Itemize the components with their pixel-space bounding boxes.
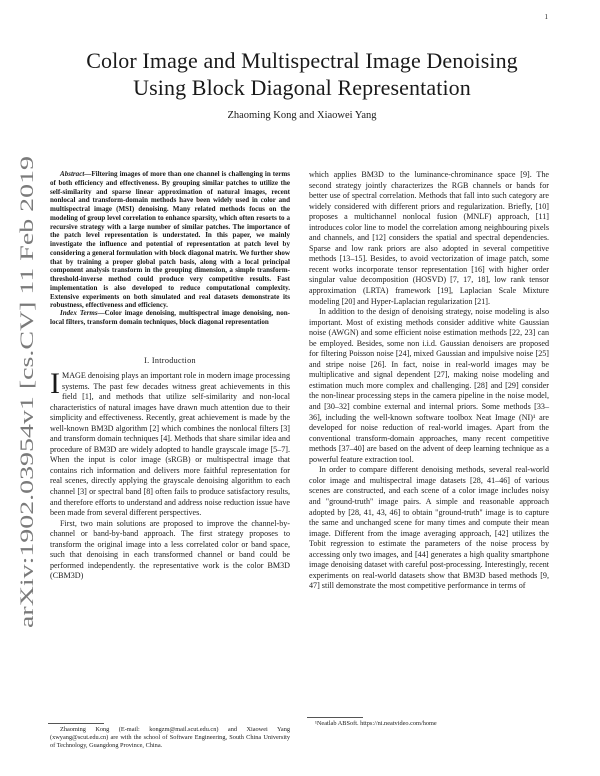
right-paragraph-1: which applies BM3D to the luminance-chrominance space [9]. The second strategy jointly characterizes the RGB channels or bands for better use of spectral correlation. Methods that fall into such category are widely considered with different priors and regularization. Briefly, [10] proposes a multichannel nonlocal fusion (MNLF) approach, [11] introduces color line to model the correlation among neighbouring pixels and channels, and [12] considers the spatial and spectral dependencies. Sparse and low rank priors are also adopted in several competitive methods [13–15]. Besides, to avoid vectorization of image patch, some recent works incorporate tensor representation [16] with higher order singular value decomposition (HOSVD) [7, 17, 18], low rank tensor approximation (LRTA) framework [19], Laplacian Scale Mixture modeling [20] and Hyper-Laplacian regularization [21]. bbox=[309, 170, 549, 306]
abstract-label: Abstract bbox=[60, 170, 85, 178]
abstract bbox=[50, 170, 290, 310]
section-heading: I. Introduction bbox=[144, 356, 196, 365]
author-footnote bbox=[50, 723, 290, 750]
index-terms-label: Index Terms bbox=[60, 309, 98, 317]
right-paragraph-3: In order to compare different denoising methods, several real-world color image and multispectral image datasets [28, 41–46] of various scenes are constructed, and each scene of a color image includes noisy and "ground-truth" image pairs. A simple and reasonable approach adopted by [28, 41, 43, 46] to obtain "ground-truth" image is to capture the same and unchanged scene for many times and compute their mean image. Different from the image averaging approach, [42] utilizes the Tobit regression to estimate the parameters of the noise process by accessing only two images, and [44] generates a high quality smartphone image denoising dataset with careful post-processing. Interestingly, recent experiments on real-world datasets show that BM3D based methods [9, 47] still demonstrate the most competitive performance in terms of bbox=[309, 465, 549, 591]
index-terms-text: —Color image denoising, multispectral image denoising, non-local filters, transform domain techniques, block diagonal representation bbox=[50, 309, 290, 326]
paper-title bbox=[55, 48, 549, 101]
introduction-body bbox=[50, 367, 290, 582]
authors: Zhaoming Kong and Xiaowei Yang bbox=[227, 110, 377, 121]
neatlab-footnote bbox=[309, 717, 549, 728]
right-paragraph-2: In addition to the design of denoising strategy, noise modeling is also important. Most of existing methods consider additive white Gaussian noise (AWGN) and some efficient noise estimation methods [22, 23] can be employed. Besides, some non i.i.d. Gaussian denoisers are proposed for filtering Poisson noise [24], mixed Gaussian and impulsive noise [25] and stripe noise [26]. In fact, noise in real-world images may be multiplicative and signal dependent [27], making noise modeling and estimation much more complex and challenging. [28] and [29] consider the non-linear processing steps in the camera pipeline in the noise model, and [30–32] combine external and internal priors. Some methods [33–36], including the well-known software toolbox Neat Image (NI)¹ are developed for noise reduction of real-world images. Apart from the conventional transform-domain approaches, many recent competitive methods [37–40] are based on the advent of deep learning technique as a powerful feature extraction tool. bbox=[309, 307, 549, 464]
arxiv-stamp-text: arXiv:1902.03954v1 [cs.CV] 11 Feb 2019 bbox=[18, 315, 38, 628]
author-footnote-text: Zhaoming Kong (E-mail: kongzm@mail.scut.edu.cn) and Xiaowei Yang (xwyang@scut.edu.cn) are with the school of Software Engineering, South China University of Technology, Guangdong Province, China. bbox=[50, 726, 290, 749]
intro-paragraph bbox=[50, 367, 290, 519]
arxiv-stamp bbox=[16, 150, 40, 630]
page-number: 1 bbox=[544, 13, 548, 21]
intro-paragraph-1-text: MAGE denoising plays an important role in modern image processing systems. The past few decades witness great achievements in this field [1], and methods that utilize self-similarity and non-local characteristics of natural images have drawn much attention due to their simplicity and effectiveness. Recently, great achievement is made by the well-known BM3D algorithm [2] which combines the nonlocal filters [3] and transform domain techniques [4]. Methods that share similar idea and procedure of BM3D are widely adopted to handle grayscale image [5–7]. When the input is color image (sRGB) or multispectral image that contains rich information and delivers more faithful representation for real scenes, directly applying the grayscale denoising algorithm to each channel [3] or spectral band [8] often fails to produce satisfactory results, and therefore efforts to understand and address noise reduction issue have been made from several different perspectives. bbox=[50, 371, 290, 518]
intro-paragraph-2: First, two main solutions are proposed to improve the channel-by-channel or band-by-band approach. The first strategy proposes to transform the original image into a less correlated color or band space, such that denoising in each transformed channel or band could be performed independently. the representative work is the color BM3D (CBM3D) bbox=[50, 518, 290, 581]
abstract-text: —Filtering images of more than one channel is challenging in terms of both efficiency and effectiveness. By grouping similar patches to utilize the self-similarity and sparse linear approximation of natural images, recent nonlocal and transform-domain methods have been widely used in color and multispectral image (MSI) denoising. Many related methods focus on the modeling of group level correlation to enhance sparsity, which often resorts to a recursive strategy with a large number of similar patches. The importance of the patch level representation is understated. In this paper, we mainly investigate the influence and potential of representation at patch level by considering a general formulation with block diagonal matrix. We further show that by training a proper global patch basis, along with a local principal component analysis transform in the grouping dimension, a simple transform-threshold-inverse method could produce very competitive results. Fast implementation is also developed to reduce computational complexity. Extensive experiments on both simulated and real datasets demonstrate its robustness, effectiveness and efficiency. bbox=[50, 170, 290, 310]
index-terms bbox=[50, 309, 290, 327]
title-line-1: Color Image and Multispectral Image Denoising bbox=[86, 48, 518, 73]
title-line-2: Using Block Diagonal Representation bbox=[133, 74, 471, 100]
drop-cap: I bbox=[50, 367, 60, 400]
neatlab-footnote-text: ¹Neatlab ABSoft. https://ni.neatvideo.com/home bbox=[315, 720, 437, 727]
right-column-body bbox=[309, 170, 549, 592]
